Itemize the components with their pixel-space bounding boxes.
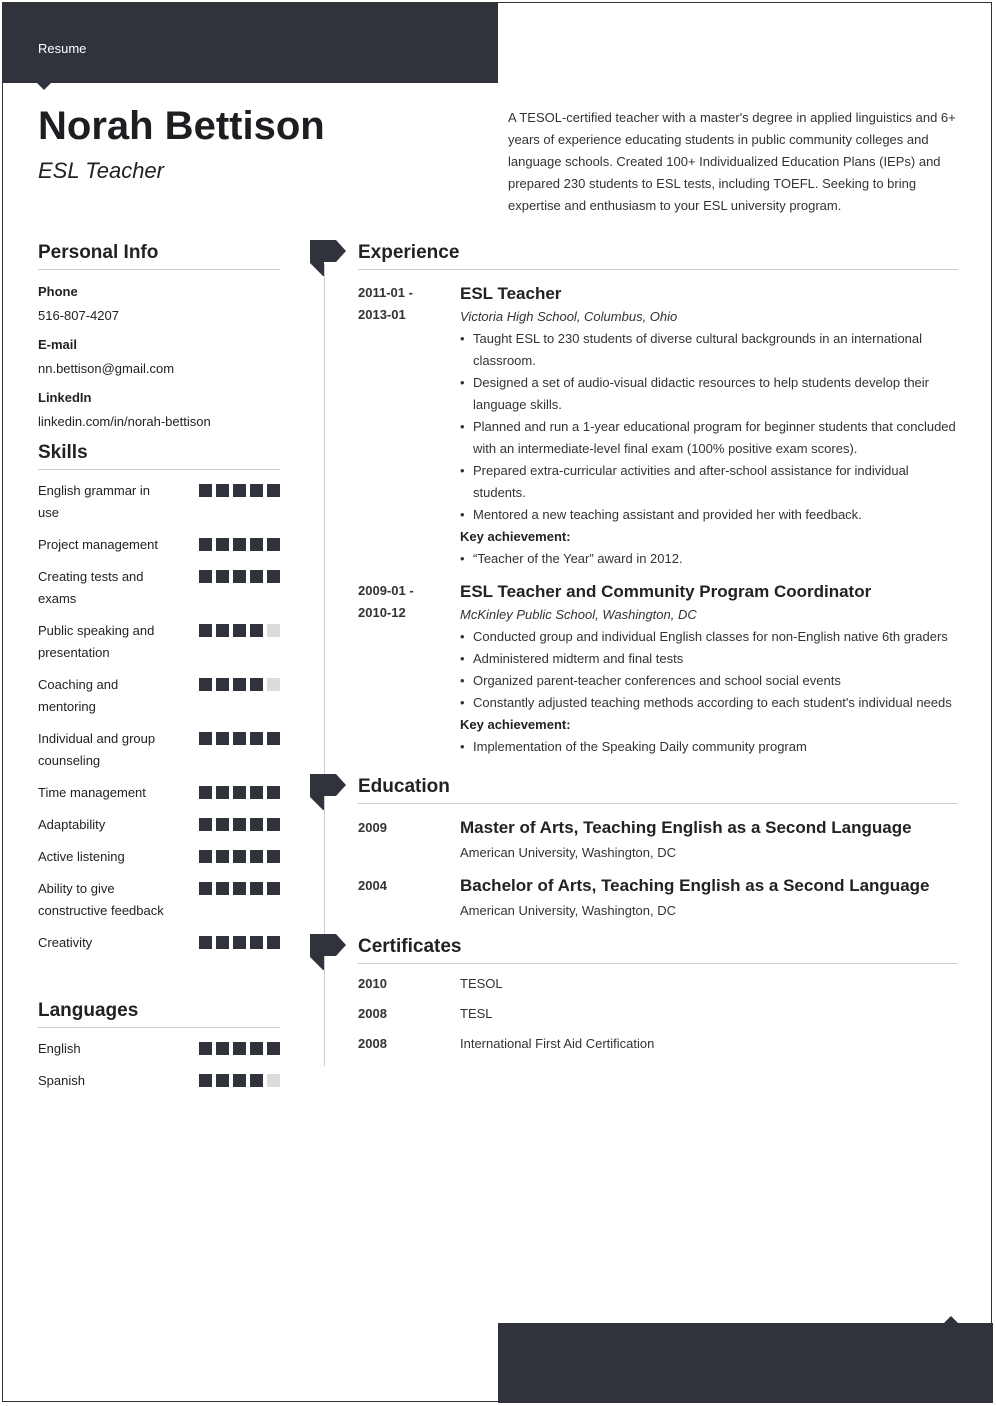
rating-square: [199, 484, 212, 497]
responsibility-item: • Conducted group and individual English classes for non-English native 6th graders: [460, 626, 958, 648]
candidate-title: ESL Teacher: [38, 158, 164, 183]
skill-name: Active listening: [38, 849, 125, 864]
rating-square: [250, 850, 263, 863]
rating-square: [199, 538, 212, 551]
email-label: E-mail: [38, 337, 78, 352]
rating-square: [216, 678, 229, 691]
summary-text: A TESOL-certified teacher with a master's degree in applied linguistics and 6+ years of experience educating students in public community colleges and language schools. Created 100+ Individualized Education Plans (IEPs) and prepared 230 students to ESL tests, including TOEFL. Seeking to bring expertise and enthusiasm to your ESL university program.: [508, 110, 956, 213]
personal-info-heading: Personal Info: [38, 242, 280, 270]
rating-square: [267, 484, 280, 497]
certificate-entry: [358, 1006, 958, 1036]
skill-rating: [199, 570, 280, 583]
skill-name: English grammar in use: [38, 483, 150, 520]
email-value[interactable]: nn.bettison@gmail.com: [38, 361, 175, 376]
rating-square: [233, 570, 246, 583]
rating-square: [267, 678, 280, 691]
skill-item: [38, 566, 280, 610]
experience-body: [460, 580, 958, 758]
responsibility-item: • Organized parent-teacher conferences and school social events: [460, 670, 958, 692]
responsibilities-list: [460, 626, 958, 714]
rating-square: [250, 882, 263, 895]
certificate-date: 2010: [358, 976, 387, 991]
rating-square: [233, 786, 246, 799]
experience-date: 2009-01 - 2010-12: [358, 583, 414, 620]
rating-square: [267, 1042, 280, 1055]
skills-list: [38, 480, 280, 954]
phone-value: 516-807-4207: [38, 308, 119, 323]
footer-bar-pointer: [944, 1316, 958, 1323]
degree-title: Master of Arts, Teaching English as a Second Language: [460, 818, 912, 837]
skill-name: Project management: [38, 537, 158, 552]
skill-item: [38, 674, 280, 718]
skill-item: [38, 782, 280, 804]
certificate-entry: [358, 976, 958, 1006]
rating-square: [233, 678, 246, 691]
education-section: [358, 776, 958, 922]
languages-heading: Languages: [38, 1000, 280, 1028]
rating-square: [250, 538, 263, 551]
rating-square: [267, 786, 280, 799]
language-rating: [199, 1074, 280, 1087]
achievement-item: • Implementation of the Speaking Daily community program: [460, 736, 958, 758]
rating-square: [267, 570, 280, 583]
rating-square: [250, 936, 263, 949]
phone-label: Phone: [38, 284, 78, 299]
certificate-date: 2008: [358, 1006, 387, 1021]
experience-section: [358, 242, 958, 758]
company-name: Victoria High School, Columbus, Ohio: [460, 309, 678, 324]
education-list: [358, 816, 958, 922]
skill-item: [38, 814, 280, 836]
rating-square: [250, 484, 263, 497]
resume-label: Resume: [38, 41, 87, 56]
skill-rating: [199, 732, 280, 745]
skill-rating: [199, 882, 280, 895]
achievement-item: • “Teacher of the Year” award in 2012.: [460, 548, 958, 570]
school-name: American University, Washington, DC: [460, 845, 677, 860]
skill-rating: [199, 678, 280, 691]
experience-heading: Experience: [358, 242, 958, 270]
language-rating: [199, 1042, 280, 1055]
rating-square: [250, 624, 263, 637]
skill-item: [38, 728, 280, 772]
skill-name: Creativity: [38, 935, 93, 950]
rating-square: [199, 1042, 212, 1055]
certificates-heading: Certificates: [358, 936, 958, 964]
skill-item: [38, 620, 280, 664]
skills-heading: Skills: [38, 442, 280, 470]
experience-body: [460, 282, 958, 570]
rating-square: [199, 818, 212, 831]
certificate-name: TESOL: [460, 976, 503, 991]
experience-date: 2011-01 - 2013-01: [358, 285, 413, 322]
skill-name: Coaching and mentoring: [38, 677, 119, 714]
responsibility-item: • Designed a set of audio-visual didactic resources to help students develop their language skills.: [460, 372, 958, 416]
skill-rating: [199, 538, 280, 551]
skill-item: [38, 878, 280, 922]
rating-square: [199, 882, 212, 895]
rating-square: [250, 570, 263, 583]
skill-rating: [199, 936, 280, 949]
skill-name: Time management: [38, 785, 146, 800]
rating-square: [233, 1042, 246, 1055]
rating-square: [233, 484, 246, 497]
rating-square: [250, 1074, 263, 1087]
rating-square: [216, 882, 229, 895]
certificate-name: TESL: [460, 1006, 493, 1021]
skills-section: [38, 442, 280, 954]
key-achievement-label: Key achievement:: [460, 529, 571, 544]
responsibility-item: • Taught ESL to 230 students of diverse cultural backgrounds in an international classroom.: [460, 328, 958, 372]
rating-square: [267, 850, 280, 863]
rating-square: [250, 786, 263, 799]
rating-square: [233, 882, 246, 895]
rating-square: [216, 1042, 229, 1055]
certificates-list: [358, 976, 958, 1066]
rating-square: [199, 786, 212, 799]
rating-square: [199, 936, 212, 949]
education-heading: Education: [358, 776, 958, 804]
footer-bar: [498, 1323, 993, 1403]
linkedin-value[interactable]: linkedin.com/in/norah-bettison: [38, 414, 211, 429]
language-name: Spanish: [38, 1073, 85, 1088]
rating-square: [250, 732, 263, 745]
language-item: [38, 1038, 280, 1060]
certificate-name: International First Aid Certification: [460, 1036, 655, 1051]
rating-square: [199, 1074, 212, 1087]
rating-square: [199, 678, 212, 691]
rating-square: [267, 538, 280, 551]
responsibility-item: • Administered midterm and final tests: [460, 648, 958, 670]
skill-item: [38, 846, 280, 868]
rating-square: [233, 1074, 246, 1087]
rating-square: [216, 786, 229, 799]
rating-square: [267, 1074, 280, 1087]
rating-square: [233, 818, 246, 831]
responsibility-item: • Mentored a new teaching assistant and provided her with feedback.: [460, 504, 958, 526]
responsibility-item: • Planned and run a 1-year educational program for beginner students that concluded with an intermediate-level final exam (100% positive exam scores).: [460, 416, 958, 460]
company-name: McKinley Public School, Washington, DC: [460, 607, 697, 622]
rating-square: [233, 732, 246, 745]
skill-item: [38, 534, 280, 556]
rating-square: [216, 624, 229, 637]
experience-flag-icon: [310, 240, 346, 276]
language-item: [38, 1070, 280, 1092]
header-bar: [3, 3, 498, 83]
key-achievement-label: Key achievement:: [460, 717, 571, 732]
school-name: American University, Washington, DC: [460, 903, 677, 918]
skill-item: [38, 480, 280, 524]
job-title: ESL Teacher: [460, 284, 562, 303]
rating-square: [216, 538, 229, 551]
degree-title: Bachelor of Arts, Teaching English as a Second Language: [460, 876, 930, 895]
skill-rating: [199, 786, 280, 799]
skill-rating: [199, 624, 280, 637]
responsibility-item: • Constantly adjusted teaching methods according to each student's individual needs: [460, 692, 958, 714]
rating-square: [216, 936, 229, 949]
rating-square: [216, 1074, 229, 1087]
header-bar-pointer: [37, 83, 51, 90]
rating-square: [250, 678, 263, 691]
certificate-entry: [358, 1036, 958, 1066]
education-entry: [358, 816, 958, 864]
rating-square: [267, 936, 280, 949]
education-body: [460, 816, 958, 864]
education-date: 2009: [358, 820, 387, 835]
achievement-list: [460, 548, 958, 570]
skill-rating: [199, 850, 280, 863]
skill-name: Adaptability: [38, 817, 106, 832]
responsibility-item: • Prepared extra-curricular activities and after-school assistance for individual students.: [460, 460, 958, 504]
education-flag-icon: [310, 774, 346, 810]
certificates-flag-icon: [310, 934, 346, 970]
rating-square: [233, 936, 246, 949]
rating-square: [250, 818, 263, 831]
rating-square: [216, 818, 229, 831]
rating-square: [216, 570, 229, 583]
rating-square: [267, 882, 280, 895]
certificate-date: 2008: [358, 1036, 387, 1051]
rating-square: [199, 850, 212, 863]
experience-list: [358, 282, 958, 758]
education-date: 2004: [358, 878, 387, 893]
rating-square: [216, 850, 229, 863]
personal-info-section: [38, 242, 280, 429]
rating-square: [233, 538, 246, 551]
language-name: English: [38, 1041, 81, 1056]
languages-section: [38, 1000, 280, 1092]
skill-rating: [199, 484, 280, 497]
skill-name: Ability to give constructive feedback: [38, 881, 164, 918]
skill-item: [38, 932, 280, 954]
education-body: [460, 874, 958, 922]
skill-name: Public speaking and presentation: [38, 623, 155, 660]
education-entry: [358, 874, 958, 922]
rating-square: [250, 1042, 263, 1055]
job-title: ESL Teacher and Community Program Coordinator: [460, 582, 872, 601]
languages-list: [38, 1038, 280, 1092]
rating-square: [199, 624, 212, 637]
rating-square: [233, 850, 246, 863]
experience-entry: [358, 282, 958, 570]
candidate-name: Norah Bettison: [38, 104, 325, 148]
rating-square: [216, 732, 229, 745]
skill-name: Creating tests and exams: [38, 569, 144, 606]
responsibilities-list: [460, 328, 958, 526]
certificates-section: [358, 936, 958, 1066]
rating-square: [267, 732, 280, 745]
rating-square: [267, 624, 280, 637]
rating-square: [199, 570, 212, 583]
skill-name: Individual and group counseling: [38, 731, 156, 768]
achievement-list: [460, 736, 958, 758]
rating-square: [216, 484, 229, 497]
experience-entry: [358, 580, 958, 758]
rating-square: [267, 818, 280, 831]
rating-square: [199, 732, 212, 745]
rating-square: [233, 624, 246, 637]
skill-rating: [199, 818, 280, 831]
linkedin-label: LinkedIn: [38, 390, 92, 405]
